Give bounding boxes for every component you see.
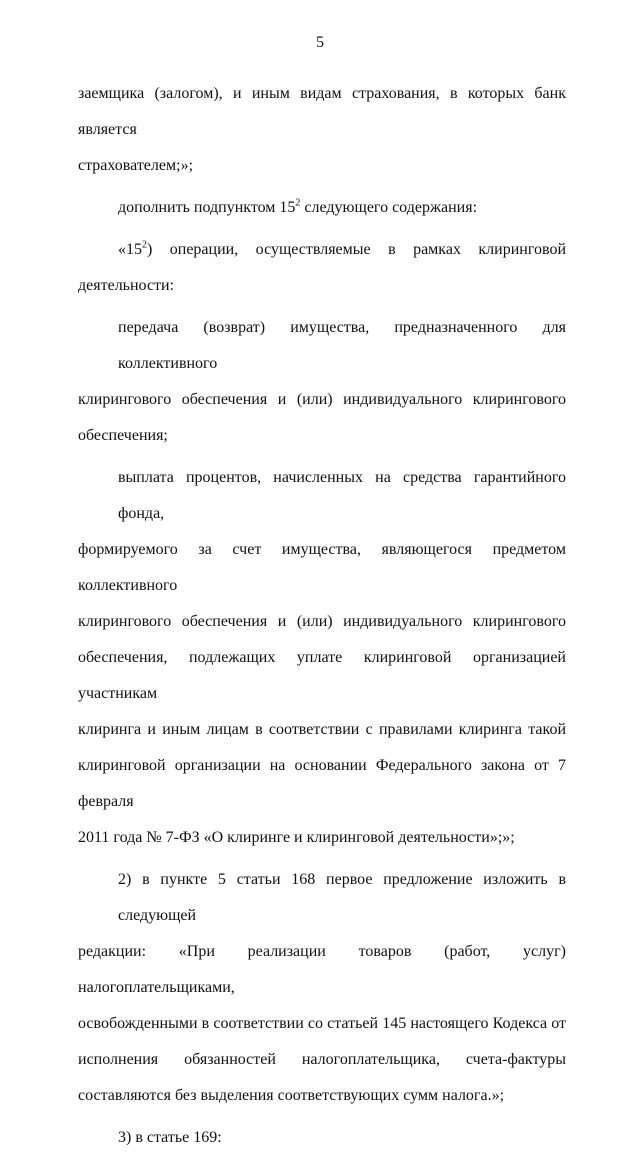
text-line: клиринга и иным лицам в соответствии с правилами клиринга такой [78, 721, 566, 738]
paragraph-4 [78, 310, 566, 454]
paragraph-6 [78, 862, 566, 1114]
text-line: 2011 года № 7-ФЗ «О клиринге и клиринговой деятельности»;»; [78, 829, 515, 846]
text-line: клиринговой организации на основании Федерального закона от 7 февраля [78, 757, 566, 810]
text-line: «$15^2$) операции, осуществляемые в рамках клиринговой [118, 239, 566, 258]
paragraph-7 [78, 1120, 566, 1156]
text-line: передача (возврат) имущества, предназначенного для коллективного [118, 319, 566, 372]
text-line: исполнения обязанностей налогоплательщика, счета-фактуры [78, 1051, 566, 1068]
text-line: редакции: «При реализации товаров (работ, услуг) налогоплательщиками, [78, 943, 566, 996]
text-line: дополнить подпунктом $15^2$ следующего содержания: [118, 197, 478, 216]
text-line: освобожденными в соответствии со статьей 145 настоящего Кодекса от [78, 1015, 566, 1032]
text-line: клирингового обеспечения и (или) индивидуального клирингового [78, 391, 566, 408]
text-line: обеспечения; [78, 427, 168, 444]
text-line: клирингового обеспечения и (или) индивидуального клирингового [78, 613, 566, 630]
text-line: страхователем;»; [78, 157, 194, 174]
paragraph-2 [78, 190, 566, 226]
text-line: 3) в статье 169: [118, 1129, 222, 1146]
text-line: составляются без выделения соответствующих сумм налога.»; [78, 1087, 505, 1104]
text-line: 2) в пункте 5 статьи 168 первое предложение изложить в следующей [118, 871, 566, 924]
text-line: выплата процентов, начисленных на средства гарантийного фонда, [118, 469, 566, 522]
paragraph-5 [78, 460, 566, 856]
page-number: 5 [316, 34, 324, 51]
paragraph-1 [78, 76, 566, 184]
text-line: формируемого за счет имущества, являющегося предметом коллективного [78, 541, 566, 594]
text-line: деятельности: [78, 277, 175, 294]
text-line: обеспечения, подлежащих уплате клиринговой организацией участникам [78, 649, 566, 702]
paragraph-3 [78, 232, 566, 304]
text-line: заемщика (залогом), и иным видам страхования, в которых банк является [78, 85, 566, 138]
document-body [78, 76, 566, 1156]
